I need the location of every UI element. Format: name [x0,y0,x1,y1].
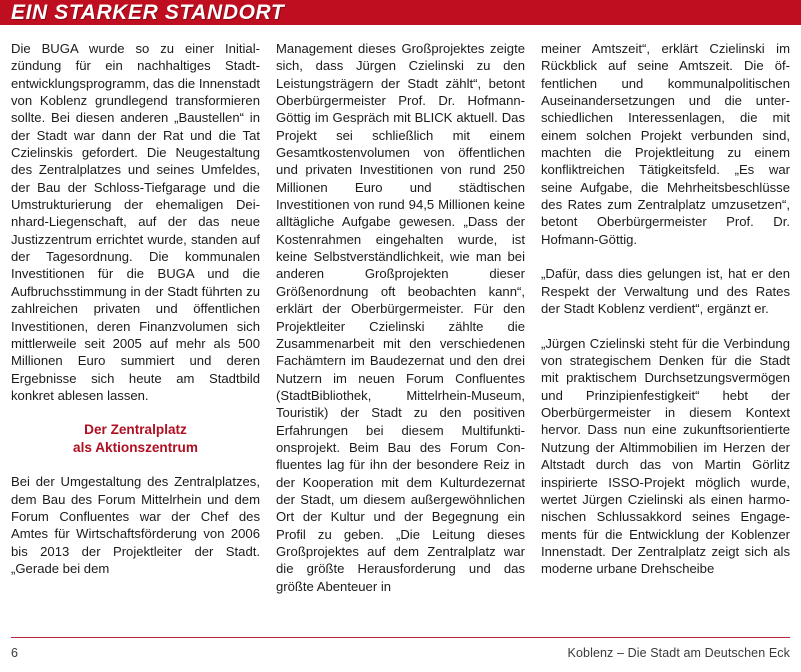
column3-paragraph-2: „Dafür, dass dies gelungen ist, hat er den Respekt der Verwaltung und des Rates der Stadt Koblenz verdient“, ergänzt er. [541,266,790,317]
footer-divider [11,637,790,638]
column1-paragraph-2: Bei der Umgestaltung des Zentralplatzes, dem Bau des Forum Mittelrhein und dem Forum Confluentes war der Chef des Amtes für Wirtschaftsförderung von 2006 bis 2013 der Projektleiter der Stadt. „Gerade bei dem [11,474,260,576]
footer-page-number: 6 [11,646,18,660]
column1-paragraph-1: Die BUGA wurde so zu einer Initialzündung für ein nachhaltiges Stadtentwicklungsprogramm, das die Innenstadt von Koblenz grundlegend transformieren sollte. Bei diesen anderen „Baustellen“ in der Stadt war dann der Rat und die Tat Czielinskis gefordert. Die Neugestaltung des Zentralplatzes und seines Umfeldes, der Bau der Schloss-Tiefgarage und die Umstrukturierung der ehemaligen Deinhard-Liegenschaft, auf der das neue Justizzentrum errichtet wurde, standen auf der Tagesordnung. Die kommunalen Investitionen für die BUGA und die Aufbruchsstimmung in der Stadt führten zu zahlreichen privaten und öffentlichen Investitionen, deren Finanzvolumen sich mittlerweile seit 2005 auf mehr als 500 Millionen Euro summiert und deren Ergebnisse sich heute am Stadtbild konkret ablesen lassen. [11,41,260,403]
article-columns [11,40,790,595]
page-title: EIN STARKER STANDORT [11,1,285,24]
article-column-1 [11,40,260,595]
subheading-line-2: als Aktionszentrum [73,440,198,456]
article-column-2 [276,40,525,595]
article-column-3 [541,40,790,595]
footer-publication-name: Koblenz – Die Stadt am Deutschen Eck [567,646,790,660]
column3-paragraph-3: „Jürgen Czielinski steht für die Verbindung von strategischem Denken für die Stadt mit praktischem Durchsetzungsvermögen und Prinzipienfestigkeit“ hebt der Oberbürgermeister in diesem Kontext hervor. Dass nun eine zukunftsorientierte Nutzung der Altimmobilien im Herzen der Altstadt durch das von Martin Görlitz inspirierte ISSO-Projekt möglich wurde, wertet Jürgen Czielinski als einen harmonischen Schlussakkord seines Engagements für die Entwicklung der Koblenzer Innenstadt. Der Zentralplatz zeigt sich als moderne urbane Drehscheibe [541,335,790,577]
column2-paragraph-1: Management dieses Großprojektes zeigte sich, dass Jürgen Czielinski zu den Leistungsträgern der Stadt zählt“, betont Oberbürgermeister Prof. Dr. Hofmann-Göttig im Gespräch mit BLICK aktuell. Das Projekt sei schließlich mit einem Gesamtkostenvolumen von öffentlichen und privaten Investitionen von rund 250 Millionen Euro und städtischen Investitionen von rund 94,5 Millionen keine alltägliche Aufgabe gewesen. „Dass der Kostenrahmen eingehalten wurde, ist keine Selbstverständlichkeit, wie man bei anderen Großprojekten dieser Größenordnung oft beobachten kann“, erklärt der Oberbürgermeister. Für den Projektleiter Czielinski zählte die Zusammenarbeit mit den verschiedenen Fachämtern im Baudezernat und den drei Nutzern im neuen Forum Confluentes (StadtBibliothek, Mittelrhein-Museum, Touristik) der Stadt zu den positiven Erfahrungen bei diesem Multifunktionsprojekt. Beim Bau des Forum Confluentes lag für ihn der besondere Reiz in der Kooperation mit dem Kulturdezernat der Stadt, um diesem außergewöhnlichen Ort der Kultur und der Begegnung ein Profil zu geben. „Die Leitung dieses Großprojektes auf dem Zentralplatz war die größte Herausforderung und das größte Abenteuer in [276,41,525,594]
footer-row [11,646,790,660]
page-footer [11,637,790,660]
subheading-line-1: Der Zentralplatz [84,422,187,438]
section-subheading [11,421,260,457]
column3-paragraph-1: meiner Amtszeit“, erklärt Czielinski im Rückblick auf seine Amtszeit. Die öffentlichen und kommunalpolitischen Auseinandersetzungen und die unterschiedlichen Interessenlagen, die mit einem solchen Projekt verbunden sind, machten die Projektleitung zu einem konfliktreichen Tätigkeitsfeld. „Es war seine Aufgabe, die Mehrheitsbeschlüsse des Rates zum Zentralplatz umzusetzen“, betont Oberbürgermeister Prof. Dr. Hofmann-Göttig. [541,41,790,247]
page-header-banner [0,0,801,25]
